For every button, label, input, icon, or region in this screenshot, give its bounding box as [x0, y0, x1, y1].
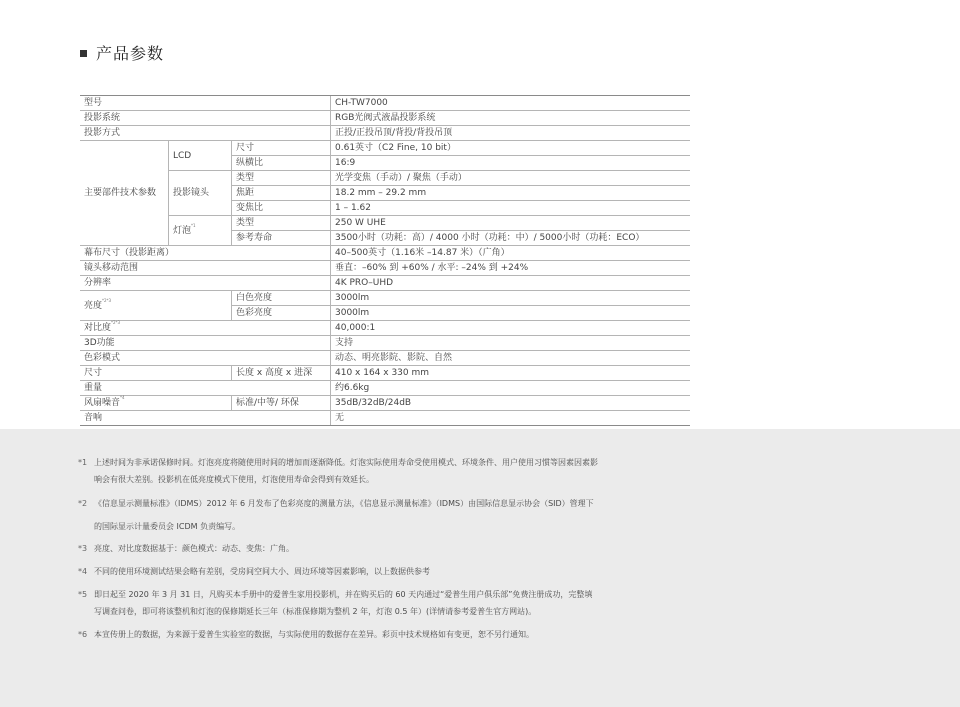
- footnote-text: 响会有很大差别。投影机在低亮度模式下使用，灯泡使用寿命会得到有效延长。: [94, 475, 374, 484]
- spec-sublabel: 色彩亮度: [232, 306, 331, 321]
- spec-value: 无: [331, 411, 691, 426]
- spec-label: 型号: [80, 96, 331, 111]
- spec-value: 3000lm: [331, 291, 691, 306]
- spec-subgroup-label: [169, 216, 232, 246]
- footnote-text: 不同的使用环境测试结果会略有差别，受房间空间大小、周边环境等因素影响，以上数据供参考: [94, 567, 430, 576]
- footnote-text: 的国际显示计量委员会 ICDM 负责编写。: [94, 522, 241, 531]
- table-row: [80, 171, 690, 186]
- table-row: [80, 246, 690, 261]
- contrast-label: 对比度: [84, 323, 112, 333]
- spec-value: 3500小时（功耗：高）/ 4000 小时（功耗：中）/ 5000小时（功耗：ECO）: [331, 231, 691, 246]
- table-row: [80, 321, 690, 336]
- table-row: [80, 411, 690, 426]
- lamp-label: 灯泡: [173, 225, 192, 236]
- table-row: [80, 366, 690, 381]
- spec-sublabel: 白色亮度: [232, 291, 331, 306]
- spec-value: 250 W UHE: [331, 216, 691, 231]
- spec-label: 幕布尺寸（投影距离）: [80, 246, 331, 261]
- footnotes-panel: [0, 429, 960, 707]
- footnote-number: *3: [78, 544, 88, 553]
- spec-value: CH-TW7000: [331, 96, 691, 111]
- table-row: [80, 276, 690, 291]
- footnote: [78, 495, 698, 535]
- spec-label: 分辨率: [80, 276, 331, 291]
- table-row: [80, 111, 690, 126]
- spec-value: 40,000:1: [331, 321, 691, 336]
- spec-value: RGB光阀式液晶投影系统: [331, 111, 691, 126]
- footnote-number: *2: [78, 499, 88, 508]
- spec-label: [80, 291, 232, 321]
- spec-value: 支持: [331, 336, 691, 351]
- footnote-text: 上述时间为非承诺保修时间。灯泡亮度将随使用时间的增加而逐渐降低。灯泡实际使用寿命受使用模式、环境条件、用户使用习惯等因素因素影: [94, 458, 598, 467]
- spec-value: 正投/正投吊顶/背投/背投吊顶: [331, 126, 691, 141]
- spec-value: 1 – 1.62: [331, 201, 691, 216]
- spec-value: 18.2 mm – 29.2 mm: [331, 186, 691, 201]
- spec-label: 尺寸: [80, 366, 232, 381]
- footnote-number: *6: [78, 630, 88, 639]
- spec-sublabel: 类型: [232, 171, 331, 186]
- spec-value: 35dB/32dB/24dB: [331, 396, 691, 411]
- spec-subgroup-label: 投影镜头: [169, 171, 232, 216]
- table-row: [80, 261, 690, 276]
- footnote-text: 写调查问卷，即可将该整机和灯泡的保修期延长三年（标准保修期为整机 2 年，灯泡 0.5 年）(详情请参考爱普生官方网站)。: [94, 607, 537, 616]
- table-row: [80, 336, 690, 351]
- spec-subgroup-label: LCD: [169, 141, 232, 171]
- spec-label: [80, 321, 331, 336]
- footnote-marker: *1: [191, 222, 196, 228]
- table-row: [80, 126, 690, 141]
- spec-sublabel: 焦距: [232, 186, 331, 201]
- footnote: [78, 540, 698, 557]
- spec-sublabel: 变焦比: [232, 201, 331, 216]
- section-heading: [80, 40, 164, 64]
- spec-value: 0.61英寸（C2 Fine, 10 bit）: [331, 141, 691, 156]
- spec-value: 4K PRO–UHD: [331, 276, 691, 291]
- footnote-text: 《信息显示测量标准》（IDMS）2012 年 6 月发布了色彩亮度的测量方法，《信息显示测量标准》（IDMS）由国际信息显示协会（SID）管理下: [94, 499, 594, 508]
- spec-sublabel: 纵横比: [232, 156, 331, 171]
- footnote: [78, 563, 698, 580]
- spec-value: 约6.6kg: [331, 381, 691, 396]
- footnote: [78, 454, 698, 488]
- spec-value: 40–500英寸（1.16米 –14.87 米）（广角）: [331, 246, 691, 261]
- brightness-label: 亮度: [84, 300, 103, 311]
- footnote: [78, 626, 698, 643]
- spec-value: 光学变焦（手动）/ 聚焦（手动）: [331, 171, 691, 186]
- footnote-marker: *2*3: [102, 297, 112, 303]
- footnote-number: *1: [78, 458, 88, 467]
- table-row: [80, 141, 690, 156]
- page-title: 产品参数: [96, 43, 165, 63]
- footnote-marker: *2*3: [111, 320, 121, 325]
- spec-label: 投影方式: [80, 126, 331, 141]
- table-row: [80, 216, 690, 231]
- table-row: [80, 351, 690, 366]
- spec-label: 色彩模式: [80, 351, 331, 366]
- spec-label: [80, 396, 232, 411]
- spec-value: 垂直：–60% 到 +60% / 水平: –24% 到 +24%: [331, 261, 691, 276]
- spec-value: 动态、明亮影院、影院、自然: [331, 351, 691, 366]
- spec-value: 16:9: [331, 156, 691, 171]
- spec-sublabel: 尺寸: [232, 141, 331, 156]
- spec-label: 投影系统: [80, 111, 331, 126]
- spec-value: 3000lm: [331, 306, 691, 321]
- spec-sublabel: 标准/中等/ 环保: [232, 396, 331, 411]
- spec-label: 音响: [80, 411, 331, 426]
- spec-table: [80, 95, 690, 426]
- footnote: [78, 586, 698, 620]
- table-row: [80, 96, 690, 111]
- noise-label: 风扇噪音: [84, 398, 121, 408]
- spec-sublabel: 参考寿命: [232, 231, 331, 246]
- spec-label: 3D功能: [80, 336, 331, 351]
- table-row: [80, 381, 690, 396]
- spec-group-label: 主要部件技术参数: [80, 141, 169, 246]
- spec-label: 镜头移动范围: [80, 261, 331, 276]
- square-bullet-icon: [80, 50, 87, 57]
- table-row: [80, 396, 690, 411]
- spec-sublabel: 长度 x 高度 x 进深: [232, 366, 331, 381]
- footnote-number: *4: [78, 567, 88, 576]
- footnote-text: 本宣传册上的数据，为来源于爱普生实验室的数据，与实际使用的数据存在差异。彩页中技术规格如有变更，恕不另行通知。: [94, 630, 534, 639]
- spec-label: 重量: [80, 381, 331, 396]
- footnote-number: *5: [78, 590, 88, 599]
- spec-sublabel: 类型: [232, 216, 331, 231]
- table-row: [80, 291, 690, 306]
- spec-value: 410 x 164 x 330 mm: [331, 366, 691, 381]
- footnote-text: 即日起至 2020 年 3 月 31 日，凡购买本手册中的爱普生家用投影机，并在购买后的 60 天内通过“爱普生用户俱乐部”免费注册成功，完整填: [94, 590, 593, 599]
- footnote-text: 亮度、对比度数据基于：颜色模式：动态、变焦：广角。: [94, 544, 294, 553]
- footnote-marker: *4: [120, 395, 125, 400]
